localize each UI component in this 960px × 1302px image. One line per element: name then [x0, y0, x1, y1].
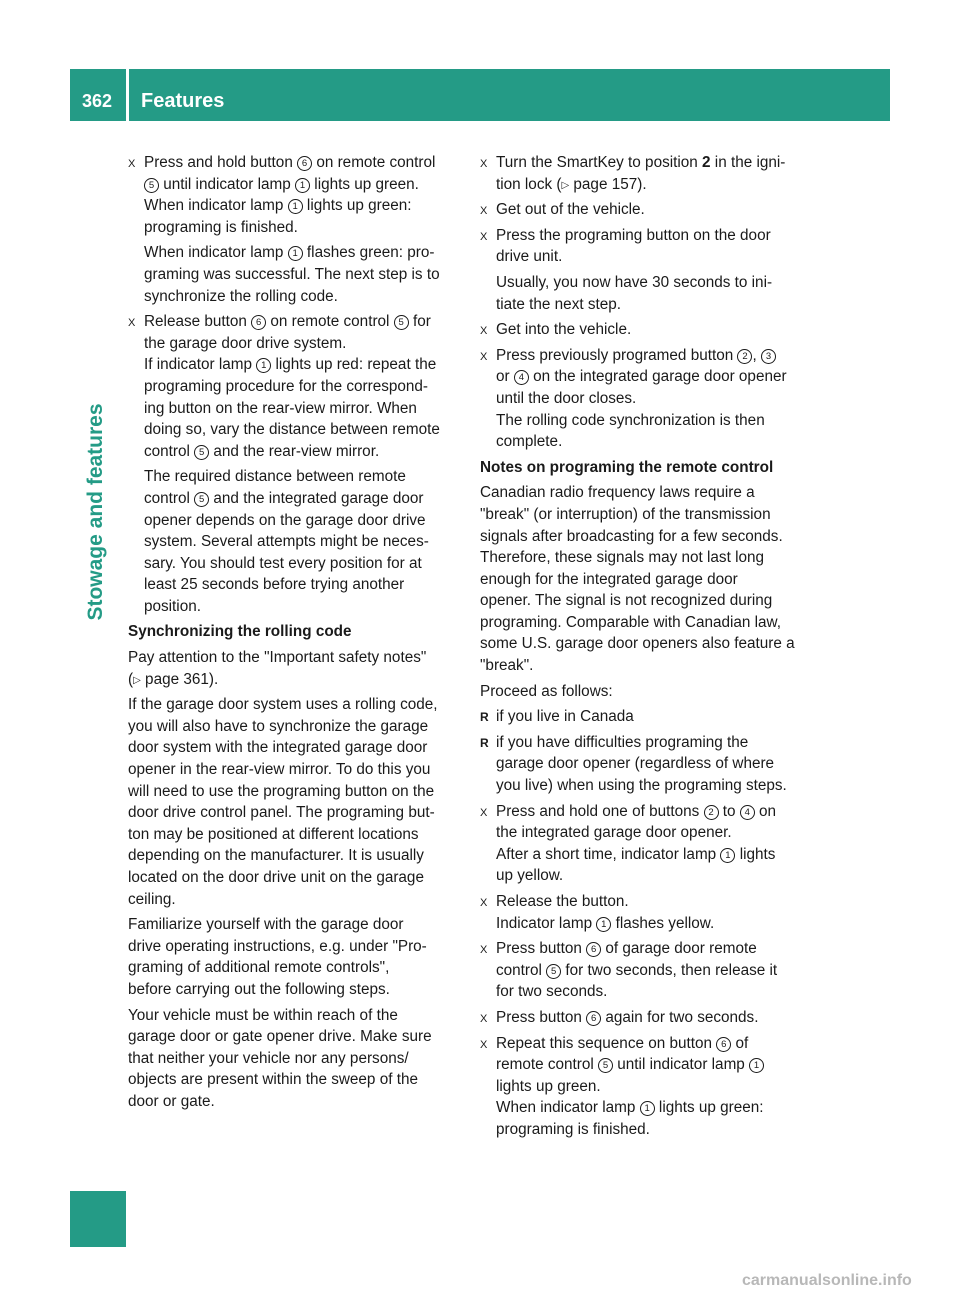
text-line [128, 510, 460, 532]
text-segment: door or gate. [128, 1092, 215, 1110]
text-line [128, 802, 460, 824]
text-segment: control [496, 961, 547, 979]
step-arrow-icon: X [480, 350, 488, 363]
text-segment: Press the programing button on the door [496, 226, 771, 244]
text-segment: tion lock ( [496, 175, 562, 193]
text-segment: you will also have to synchronize the garage [128, 717, 429, 735]
text-segment: until indicator lamp [613, 1056, 750, 1074]
text-line [128, 242, 460, 264]
text-segment: sary. You should test every position for at [144, 554, 422, 572]
text-line [480, 272, 812, 294]
text-line [128, 217, 460, 239]
text-line [480, 891, 812, 913]
step-arrow-icon: X [480, 158, 488, 170]
text-segment: control [144, 442, 195, 460]
text-line [480, 1076, 812, 1098]
text-line [480, 732, 812, 754]
text-segment: least 25 seconds before trying another [144, 576, 405, 594]
text-segment: opener. The signal is not recognized during [480, 592, 773, 610]
text-line [480, 410, 812, 432]
callout-number-icon: 5 [394, 315, 409, 330]
text-segment: Indicator lamp [496, 914, 597, 932]
text-segment: flashes yellow. [611, 914, 715, 932]
text-line [480, 1119, 812, 1141]
text-segment: "break". [480, 657, 534, 675]
text-line [128, 781, 460, 803]
text-line [128, 354, 460, 376]
callout-number-icon: 1 [640, 1101, 655, 1116]
text-segment: if you live in Canada [496, 708, 634, 726]
callout-number-icon: 1 [288, 246, 303, 261]
text-line [128, 376, 460, 398]
text-segment: The required distance between remote [144, 468, 406, 486]
text-line [128, 333, 460, 355]
text-line [128, 311, 460, 333]
callout-number-icon: 4 [740, 805, 755, 820]
text-segment: Pay attention to the "Important safety notes" [128, 649, 427, 667]
text-segment: located on the door drive unit on the garage [128, 869, 424, 886]
text-segment: Familiarize yourself with the garage door [128, 916, 404, 934]
text-segment: some U.S. garage door openers also feature a [480, 635, 795, 653]
text-segment: Turn the SmartKey to position [496, 154, 703, 171]
text-line [128, 914, 460, 936]
text-line [128, 441, 460, 463]
text-segment: position. [144, 597, 201, 615]
text-line [480, 633, 812, 655]
callout-number-icon: 5 [194, 492, 209, 507]
text-line [480, 775, 812, 797]
text-segment: for two seconds. [496, 983, 608, 1001]
text-segment: door drive control panel. The programing but- [128, 804, 435, 822]
text-segment: opener depends on the garage door drive [144, 511, 426, 529]
text-segment: Press previously programed button [496, 346, 738, 364]
text-segment: system. Several attempts might be neces- [144, 533, 429, 551]
text-segment: that neither your vehicle nor any persons/ [128, 1049, 409, 1067]
text-segment: door system with the integrated garage door [128, 739, 428, 757]
text-line [480, 504, 812, 526]
callout-number-icon: 4 [514, 370, 529, 385]
text-segment: lights up green: [654, 1099, 764, 1117]
text-segment: to [718, 802, 740, 820]
text-segment: and the integrated garage door [209, 489, 424, 507]
callout-number-icon: 6 [716, 1037, 731, 1052]
text-segment: Notes on programing the remote control [480, 458, 774, 476]
text-line [128, 716, 460, 738]
text-segment: will need to use the programing button on the [128, 782, 435, 800]
text-line [128, 574, 460, 596]
text-line [480, 844, 812, 866]
text-line [128, 694, 460, 716]
callout-number-icon: 1 [749, 1058, 764, 1073]
text-segment: , [752, 346, 761, 364]
text-segment: programing is finished. [496, 1120, 650, 1138]
text-segment: page 361). [140, 670, 219, 688]
callout-number-icon: 1 [295, 178, 310, 193]
callout-number-icon: 5 [144, 178, 159, 193]
text-segment: page 157). [569, 175, 647, 193]
text-line [480, 526, 812, 548]
text-line [480, 246, 812, 268]
page-reference-icon: ▷ [561, 179, 570, 191]
text-segment: if you have difficulties programing the [496, 733, 749, 751]
page-number: 362 [70, 69, 126, 121]
text-segment: the garage door drive system. [144, 334, 347, 352]
text-segment: depending on the manufacturer. It is usually [128, 847, 424, 865]
text-line [480, 1007, 812, 1029]
text-line [480, 753, 812, 775]
callout-number-icon: 2 [704, 805, 719, 820]
text-segment: opener in the rear-view mirror. To do this you [128, 761, 431, 779]
text-segment: When indicator lamp [496, 1099, 640, 1117]
text-segment: If indicator lamp [144, 356, 257, 374]
text-segment: Get into the vehicle. [496, 321, 632, 339]
section-title: Features [129, 69, 890, 121]
text-segment: remote control [496, 1056, 599, 1074]
text-line [128, 1091, 460, 1113]
text-segment: Press and hold button [144, 154, 298, 171]
text-line [480, 1033, 812, 1055]
text-segment: doing so, vary the distance between remote [144, 421, 440, 439]
text-segment: signals after broadcasting for a few seconds. [480, 527, 783, 545]
text-line [128, 398, 460, 420]
step-arrow-icon: X [128, 158, 136, 170]
text-line [128, 195, 460, 217]
left-column [128, 152, 460, 1113]
text-line [480, 801, 812, 823]
text-segment: synchronize the rolling code. [144, 287, 338, 305]
callout-number-icon: 1 [288, 199, 303, 214]
bullet-icon: R [480, 710, 489, 725]
step-arrow-icon: X [480, 806, 488, 819]
text-segment: Release the button. [496, 893, 629, 910]
text-segment: programing is finished. [144, 218, 298, 236]
text-line [480, 482, 812, 504]
text-line [128, 669, 460, 691]
step-arrow-icon: X [480, 230, 488, 243]
callout-number-icon: 6 [586, 942, 601, 957]
text-segment: complete. [496, 433, 563, 451]
text-segment: Release button [144, 313, 252, 331]
text-line [128, 936, 460, 958]
text-line [480, 225, 812, 247]
chapter-label: Stowage and features [84, 403, 107, 621]
text-segment: lights up red: repeat the [271, 356, 437, 374]
callout-number-icon: 3 [761, 349, 776, 364]
text-segment: Repeat this sequence on button [496, 1034, 717, 1052]
text-segment: garage door or gate opener drive. Make sure [128, 1028, 432, 1046]
page-reference-icon: ▷ [133, 674, 141, 686]
step-arrow-icon: X [480, 944, 488, 957]
text-line [128, 553, 460, 575]
text-segment: ton may be positioned at different locations [128, 825, 419, 843]
text-segment: After a short time, indicator lamp [496, 845, 721, 863]
watermark: carmanualsonline.info [742, 1272, 912, 1289]
text-line [128, 488, 460, 510]
text-line [128, 152, 460, 174]
text-line [128, 466, 460, 488]
text-segment: on [754, 802, 777, 820]
text-line [480, 457, 812, 479]
text-segment: programing. Comparable with Canadian law, [480, 613, 782, 631]
text-segment: up yellow. [496, 867, 564, 885]
text-line [128, 1048, 460, 1070]
text-line [480, 294, 812, 316]
callout-number-icon: 5 [194, 445, 209, 460]
text-segment: graming was successful. The next step is to [144, 265, 440, 283]
text-segment: graming of additional remote controls", [128, 959, 390, 977]
text-segment: If the garage door system uses a rolling code, [128, 696, 438, 714]
callout-number-icon: 2 [737, 349, 752, 364]
text-segment: for two seconds, then release it [561, 961, 778, 979]
text-segment: until the door closes. [496, 389, 637, 407]
text-segment: The rolling code synchronization is then [496, 411, 765, 429]
text-segment: ceiling. [128, 890, 176, 908]
text-segment: in the igni- [710, 154, 786, 171]
step-arrow-icon: X [480, 325, 488, 338]
text-segment: Canadian radio frequency laws require a [480, 484, 755, 502]
text-line [128, 1005, 460, 1027]
text-line [480, 612, 812, 634]
bullet-icon: R [480, 735, 489, 750]
text-line [128, 957, 460, 979]
text-line [480, 366, 812, 388]
text-segment: the integrated garage door opener. [496, 824, 732, 842]
side-margin [70, 129, 126, 1247]
text-line [480, 319, 812, 341]
text-segment: flashes green: pro- [302, 244, 435, 262]
text-line [128, 264, 460, 286]
step-arrow-icon: X [480, 205, 488, 218]
text-segment: Get out of the vehicle. [496, 201, 645, 219]
text-segment: Synchronizing the rolling code [128, 623, 352, 641]
text-segment: on remote control [266, 313, 394, 331]
right-column [480, 152, 812, 1141]
text-segment: Press button [496, 940, 587, 958]
text-segment: garage door opener (regardless of where [496, 755, 775, 773]
step-arrow-icon: X [480, 897, 488, 909]
text-segment: drive operating instructions, e.g. under "Pro- [128, 937, 427, 955]
text-line [128, 1069, 460, 1091]
text-line [128, 824, 460, 846]
text-segment: ing button on the rear-view mirror. When [144, 399, 417, 417]
text-line [480, 938, 812, 960]
text-line [128, 621, 460, 643]
text-line [480, 822, 812, 844]
text-line [480, 174, 812, 196]
text-line [480, 681, 812, 703]
text-line [480, 706, 812, 728]
text-segment: enough for the integrated garage door [480, 570, 738, 588]
text-line [480, 655, 812, 677]
text-line [128, 286, 460, 308]
text-line [480, 1097, 812, 1119]
text-segment: again for two seconds. [601, 1008, 759, 1026]
step-arrow-icon: X [128, 317, 136, 330]
text-line [480, 345, 812, 367]
text-line [480, 199, 812, 221]
text-segment: ( [128, 670, 134, 688]
text-line [128, 1026, 460, 1048]
text-line [128, 867, 460, 889]
text-line [128, 759, 460, 781]
text-line [128, 889, 460, 911]
text-line [480, 388, 812, 410]
callout-number-icon: 6 [297, 156, 312, 171]
text-segment: of garage door remote [601, 940, 757, 958]
text-segment: Proceed as follows: [480, 682, 613, 700]
text-segment: "break" (or interruption) of the transmission [480, 505, 771, 523]
callout-number-icon: 1 [596, 917, 611, 932]
text-segment: on the integrated garage door opener [528, 368, 787, 386]
text-line [480, 569, 812, 591]
text-segment: of [731, 1034, 749, 1052]
side-marker [70, 1191, 126, 1247]
position-value: 2 [702, 154, 711, 171]
callout-number-icon: 1 [720, 848, 735, 863]
text-segment: When indicator lamp [144, 244, 288, 262]
text-line [128, 845, 460, 867]
text-segment: for [408, 313, 431, 331]
text-line [480, 547, 812, 569]
text-line [128, 174, 460, 196]
text-line [480, 913, 812, 935]
text-segment: programing procedure for the correspond- [144, 377, 428, 395]
callout-number-icon: 6 [586, 1011, 601, 1026]
callout-number-icon: 6 [251, 315, 266, 330]
step-arrow-icon: X [480, 1012, 488, 1025]
text-line [480, 865, 812, 887]
text-segment: Usually, you now have 30 seconds to ini- [496, 273, 773, 291]
callout-number-icon: 1 [256, 358, 271, 373]
text-segment: Press button [496, 1008, 587, 1026]
text-segment: you live) when using the programing steps. [496, 777, 787, 795]
text-line [128, 531, 460, 553]
text-segment: tiate the next step. [496, 295, 622, 313]
text-segment: before carrying out the following steps. [128, 980, 390, 998]
text-segment: until indicator lamp [159, 175, 296, 193]
callout-number-icon: 5 [598, 1058, 613, 1073]
text-segment: lights [735, 845, 776, 863]
text-line [128, 979, 460, 1001]
text-segment: or [496, 368, 514, 386]
text-segment: objects are present within the sweep of the [128, 1071, 418, 1089]
text-segment: on remote control [312, 154, 436, 171]
text-segment: and the rear-view mirror. [209, 442, 380, 460]
text-line [480, 1054, 812, 1076]
text-line [480, 152, 812, 174]
step-arrow-icon: X [480, 1038, 488, 1051]
text-segment: control [144, 489, 195, 507]
text-line [480, 590, 812, 612]
text-segment: lights up green. [310, 175, 419, 193]
text-segment: lights up green: [302, 197, 412, 215]
text-line [128, 596, 460, 618]
text-segment: When indicator lamp [144, 197, 288, 215]
text-segment: Press and hold one of buttons [496, 802, 704, 820]
text-segment: drive unit. [496, 248, 563, 266]
text-segment: Your vehicle must be within reach of the [128, 1006, 398, 1024]
text-segment: lights up green. [496, 1077, 601, 1095]
text-line [480, 981, 812, 1003]
text-line [128, 419, 460, 441]
text-line [480, 960, 812, 982]
text-line [128, 647, 460, 669]
text-segment: Therefore, these signals may not last long [480, 549, 764, 567]
text-line [480, 431, 812, 453]
callout-number-icon: 5 [546, 964, 561, 979]
text-line [128, 737, 460, 759]
